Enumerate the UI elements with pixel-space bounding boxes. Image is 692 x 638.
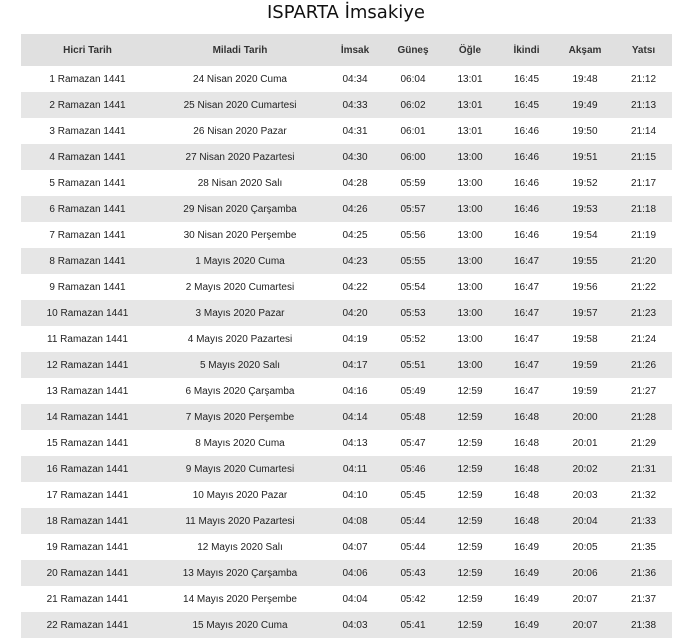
ikindi-cell: 16:46 [498,170,555,196]
ikindi-cell: 16:47 [498,352,555,378]
gunes-cell: 05:41 [384,612,442,638]
table-row [21,586,672,612]
ikindi-cell: 16:49 [498,560,555,586]
hicri-tarih-cell: 21 Ramazan 1441 [21,586,154,612]
hicri-tarih-cell: 9 Ramazan 1441 [21,274,154,300]
hicri-tarih-cell: 1 Ramazan 1441 [21,66,154,92]
miladi-tarih-cell: 2 Mayıs 2020 Cumartesi [154,274,326,300]
gunes-cell: 05:53 [384,300,442,326]
table-row [21,66,672,92]
yatsi-cell: 21:12 [615,66,672,92]
imsak-cell: 04:11 [326,456,384,482]
ikindi-cell: 16:46 [498,144,555,170]
aksam-cell: 19:59 [555,352,615,378]
yatsi-cell: 21:31 [615,456,672,482]
ikindi-cell: 16:46 [498,222,555,248]
hicri-tarih-cell: 15 Ramazan 1441 [21,430,154,456]
miladi-tarih-cell: 3 Mayıs 2020 Pazar [154,300,326,326]
miladi-tarih-cell: 15 Mayıs 2020 Cuma [154,612,326,638]
imsak-cell: 04:25 [326,222,384,248]
ogle-cell: 12:59 [442,430,498,456]
ogle-cell: 12:59 [442,404,498,430]
imsak-cell: 04:30 [326,144,384,170]
gunes-cell: 05:55 [384,248,442,274]
miladi-tarih-cell: 7 Mayıs 2020 Perşembe [154,404,326,430]
aksam-cell: 20:07 [555,612,615,638]
yatsi-cell: 21:23 [615,300,672,326]
ikindi-cell: 16:49 [498,586,555,612]
aksam-cell: 20:03 [555,482,615,508]
gunes-cell: 05:44 [384,508,442,534]
ogle-cell: 13:00 [442,222,498,248]
yatsi-cell: 21:22 [615,274,672,300]
ikindi-cell: 16:49 [498,612,555,638]
yatsi-cell: 21:26 [615,352,672,378]
aksam-cell: 20:06 [555,560,615,586]
aksam-cell: 19:57 [555,300,615,326]
yatsi-cell: 21:14 [615,118,672,144]
ikindi-cell: 16:47 [498,274,555,300]
imsakiye-table [21,34,672,638]
gunes-cell: 06:00 [384,144,442,170]
gunes-cell: 05:45 [384,482,442,508]
imsak-cell: 04:26 [326,196,384,222]
ikindi-cell: 16:49 [498,534,555,560]
miladi-tarih-cell: 25 Nisan 2020 Cumartesi [154,92,326,118]
aksam-cell: 19:58 [555,326,615,352]
table-row [21,482,672,508]
imsak-cell: 04:31 [326,118,384,144]
table-row [21,92,672,118]
miladi-tarih-cell: 1 Mayıs 2020 Cuma [154,248,326,274]
header-yatsi: Yatsı [615,34,672,66]
header-ogle: Öğle [442,34,498,66]
hicri-tarih-cell: 14 Ramazan 1441 [21,404,154,430]
gunes-cell: 05:56 [384,222,442,248]
miladi-tarih-cell: 27 Nisan 2020 Pazartesi [154,144,326,170]
ogle-cell: 12:59 [442,482,498,508]
gunes-cell: 05:48 [384,404,442,430]
table-row [21,404,672,430]
gunes-cell: 05:54 [384,274,442,300]
hicri-tarih-cell: 16 Ramazan 1441 [21,456,154,482]
ogle-cell: 13:00 [442,352,498,378]
gunes-cell: 05:47 [384,430,442,456]
hicri-tarih-cell: 22 Ramazan 1441 [21,612,154,638]
aksam-cell: 20:01 [555,430,615,456]
miladi-tarih-cell: 29 Nisan 2020 Çarşamba [154,196,326,222]
aksam-cell: 20:02 [555,456,615,482]
yatsi-cell: 21:17 [615,170,672,196]
header-aksam: Akşam [555,34,615,66]
header-hicri-tarih: Hicri Tarih [21,34,154,66]
miladi-tarih-cell: 26 Nisan 2020 Pazar [154,118,326,144]
hicri-tarih-cell: 2 Ramazan 1441 [21,92,154,118]
yatsi-cell: 21:20 [615,248,672,274]
ikindi-cell: 16:46 [498,196,555,222]
miladi-tarih-cell: 8 Mayıs 2020 Cuma [154,430,326,456]
gunes-cell: 05:57 [384,196,442,222]
hicri-tarih-cell: 7 Ramazan 1441 [21,222,154,248]
aksam-cell: 20:04 [555,508,615,534]
gunes-cell: 05:59 [384,170,442,196]
hicri-tarih-cell: 11 Ramazan 1441 [21,326,154,352]
ogle-cell: 13:00 [442,248,498,274]
ikindi-cell: 16:48 [498,508,555,534]
hicri-tarih-cell: 6 Ramazan 1441 [21,196,154,222]
aksam-cell: 19:51 [555,144,615,170]
imsak-cell: 04:19 [326,326,384,352]
table-row [21,248,672,274]
imsak-cell: 04:23 [326,248,384,274]
ikindi-cell: 16:47 [498,248,555,274]
imsak-cell: 04:20 [326,300,384,326]
page-title: ISPARTA İmsakiye [267,2,425,23]
yatsi-cell: 21:38 [615,612,672,638]
table-row [21,144,672,170]
table-row [21,560,672,586]
hicri-tarih-cell: 3 Ramazan 1441 [21,118,154,144]
yatsi-cell: 21:32 [615,482,672,508]
yatsi-cell: 21:33 [615,508,672,534]
table-row [21,378,672,404]
yatsi-cell: 21:28 [615,404,672,430]
gunes-cell: 06:04 [384,66,442,92]
hicri-tarih-cell: 13 Ramazan 1441 [21,378,154,404]
header-ikindi: İkindi [498,34,555,66]
aksam-cell: 19:53 [555,196,615,222]
ogle-cell: 12:59 [442,378,498,404]
miladi-tarih-cell: 13 Mayıs 2020 Çarşamba [154,560,326,586]
ikindi-cell: 16:48 [498,456,555,482]
gunes-cell: 05:52 [384,326,442,352]
table-row [21,352,672,378]
gunes-cell: 05:49 [384,378,442,404]
imsak-cell: 04:34 [326,66,384,92]
yatsi-cell: 21:19 [615,222,672,248]
ogle-cell: 13:00 [442,326,498,352]
hicri-tarih-cell: 8 Ramazan 1441 [21,248,154,274]
miladi-tarih-cell: 30 Nisan 2020 Perşembe [154,222,326,248]
yatsi-cell: 21:36 [615,560,672,586]
ogle-cell: 13:01 [442,118,498,144]
yatsi-cell: 21:29 [615,430,672,456]
imsak-cell: 04:03 [326,612,384,638]
aksam-cell: 20:00 [555,404,615,430]
yatsi-cell: 21:18 [615,196,672,222]
miladi-tarih-cell: 6 Mayıs 2020 Çarşamba [154,378,326,404]
hicri-tarih-cell: 17 Ramazan 1441 [21,482,154,508]
yatsi-cell: 21:13 [615,92,672,118]
imsakiye-table-container [21,34,672,638]
table-row [21,300,672,326]
imsak-cell: 04:28 [326,170,384,196]
ikindi-cell: 16:45 [498,92,555,118]
table-row [21,508,672,534]
table-row [21,612,672,638]
ikindi-cell: 16:47 [498,378,555,404]
ogle-cell: 12:59 [442,456,498,482]
gunes-cell: 05:43 [384,560,442,586]
aksam-cell: 19:54 [555,222,615,248]
ikindi-cell: 16:47 [498,300,555,326]
miladi-tarih-cell: 10 Mayıs 2020 Pazar [154,482,326,508]
imsak-cell: 04:10 [326,482,384,508]
hicri-tarih-cell: 5 Ramazan 1441 [21,170,154,196]
ogle-cell: 12:59 [442,508,498,534]
imsak-cell: 04:33 [326,92,384,118]
yatsi-cell: 21:27 [615,378,672,404]
miladi-tarih-cell: 11 Mayıs 2020 Pazartesi [154,508,326,534]
imsak-cell: 04:17 [326,352,384,378]
ikindi-cell: 16:47 [498,326,555,352]
miladi-tarih-cell: 5 Mayıs 2020 Salı [154,352,326,378]
aksam-cell: 19:59 [555,378,615,404]
table-row [21,274,672,300]
hicri-tarih-cell: 4 Ramazan 1441 [21,144,154,170]
gunes-cell: 06:01 [384,118,442,144]
miladi-tarih-cell: 24 Nisan 2020 Cuma [154,66,326,92]
table-row [21,222,672,248]
yatsi-cell: 21:24 [615,326,672,352]
aksam-cell: 20:05 [555,534,615,560]
imsak-cell: 04:06 [326,560,384,586]
imsak-cell: 04:16 [326,378,384,404]
ikindi-cell: 16:46 [498,118,555,144]
miladi-tarih-cell: 14 Mayıs 2020 Perşembe [154,586,326,612]
yatsi-cell: 21:37 [615,586,672,612]
miladi-tarih-cell: 12 Mayıs 2020 Salı [154,534,326,560]
aksam-cell: 19:48 [555,66,615,92]
ikindi-cell: 16:45 [498,66,555,92]
gunes-cell: 05:46 [384,456,442,482]
table-row [21,534,672,560]
table-row [21,430,672,456]
imsak-cell: 04:07 [326,534,384,560]
aksam-cell: 19:56 [555,274,615,300]
ikindi-cell: 16:48 [498,430,555,456]
ogle-cell: 13:00 [442,196,498,222]
ogle-cell: 13:00 [442,144,498,170]
hicri-tarih-cell: 12 Ramazan 1441 [21,352,154,378]
table-row [21,196,672,222]
miladi-tarih-cell: 28 Nisan 2020 Salı [154,170,326,196]
ogle-cell: 12:59 [442,560,498,586]
ogle-cell: 12:59 [442,586,498,612]
hicri-tarih-cell: 18 Ramazan 1441 [21,508,154,534]
yatsi-cell: 21:15 [615,144,672,170]
ogle-cell: 13:00 [442,274,498,300]
header-imsak: İmsak [326,34,384,66]
ikindi-cell: 16:48 [498,482,555,508]
header-miladi-tarih: Miladi Tarih [154,34,326,66]
ogle-cell: 13:00 [442,300,498,326]
aksam-cell: 19:49 [555,92,615,118]
gunes-cell: 05:42 [384,586,442,612]
ogle-cell: 13:01 [442,66,498,92]
yatsi-cell: 21:35 [615,534,672,560]
hicri-tarih-cell: 10 Ramazan 1441 [21,300,154,326]
aksam-cell: 19:55 [555,248,615,274]
ogle-cell: 12:59 [442,534,498,560]
aksam-cell: 20:07 [555,586,615,612]
imsak-cell: 04:22 [326,274,384,300]
hicri-tarih-cell: 20 Ramazan 1441 [21,560,154,586]
ikindi-cell: 16:48 [498,404,555,430]
table-row [21,118,672,144]
imsak-cell: 04:08 [326,508,384,534]
miladi-tarih-cell: 9 Mayıs 2020 Cumartesi [154,456,326,482]
header-gunes: Güneş [384,34,442,66]
ogle-cell: 12:59 [442,612,498,638]
hicri-tarih-cell: 19 Ramazan 1441 [21,534,154,560]
header-row [21,34,672,66]
aksam-cell: 19:52 [555,170,615,196]
gunes-cell: 05:51 [384,352,442,378]
table-row [21,456,672,482]
table-row [21,170,672,196]
table-row [21,326,672,352]
ogle-cell: 13:01 [442,92,498,118]
ogle-cell: 13:00 [442,170,498,196]
table-body [21,66,672,638]
gunes-cell: 06:02 [384,92,442,118]
imsak-cell: 04:14 [326,404,384,430]
aksam-cell: 19:50 [555,118,615,144]
gunes-cell: 05:44 [384,534,442,560]
imsak-cell: 04:04 [326,586,384,612]
miladi-tarih-cell: 4 Mayıs 2020 Pazartesi [154,326,326,352]
imsak-cell: 04:13 [326,430,384,456]
